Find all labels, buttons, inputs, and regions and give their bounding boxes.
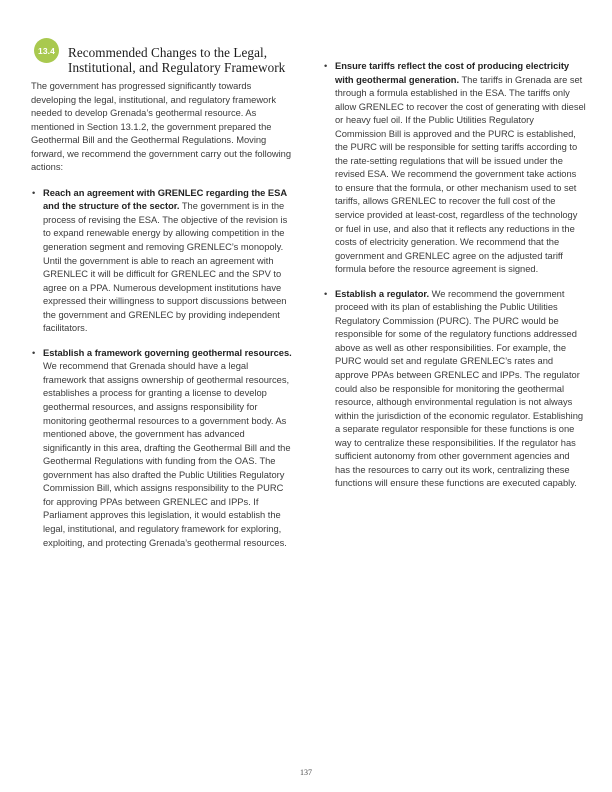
bullet-body: We recommend the government proceed with its plan of establishing the Public Utilities Regulatory Commission (PURC). The PURC would be responsible for some of the regulatory functions addressed above as well as other responsibilities. For example, the PURC would set and regulate GRENLEC’s rates and approve PPAs between GRENLEC and IPPs. The regulator could also be responsible for monitoring the geothermal resource, although environmental regulation is not always within the jurisdiction of the economic regulator. Establishing a separate regulator responsible for these functions is one way to centralize these responsibilities. If the regulator has sufficient autonomy from other government agencies and has the resources to carry out its work, centralizing these functions will ensure these functions are executed capably. bbox=[335, 288, 584, 489]
bullet-body: We recommend that Grenada should have a legal framework that assigns ownership of geothermal resources, establishes a process for granting a license to develop geothermal resources, and assigns responsibility for monitoring geothermal resources to a government body. As mentioned above, the government has advanced significantly in this area, drafting the Geothermal Bill and the Geothermal Regulations with funding from the OAS. The government has also drafted the Public Utilities Regulatory Commission Bill, which assigns responsibility to the PURC for approving PPAs between GRENLEC and IPPs. If Parliament approves this legislation, it would establish the legal, institutional, and regulatory framework for exploring, exploiting, and protecting Grenada’s geothermal resources. bbox=[43, 361, 291, 548]
section-heading bbox=[34, 36, 296, 85]
section-number-badge: 13.4 bbox=[34, 38, 59, 63]
bullet-lead: Establish a regulator. bbox=[335, 288, 430, 299]
bullet-body: The government is in the process of revising the ESA. The objective of the revision is to expand renewable energy by allowing competition in the generation segment and removing GRENLEC’s monopoly. Until the government is able to reach an agreement with GRENLEC it will be difficult for GRENLEC and the SPV to agree on a PPA. Numerous development institutions have expressed their willingness to support discussions between the government and GRENLEC by providing independent facilitators. bbox=[43, 201, 288, 334]
bullet-body: The tariffs in Grenada are set through a formula established in the ESA. The tariffs only allow GRENLEC to recover the cost of generating with diesel or heavy fuel oil. If the Public Utilities Regulatory Commission Bill is approved and the PURC is established, the PURC will be responsible for setting tariffs according to the rate-setting regulations that will be issued under the revised ESA. We recommend the government take actions to ensure that the formula, or other mechanism used to set tariffs, allows GRENLEC to recover the full cost of the service provided at least-cost, regardless of the technology or fuel in use, and also that it reflects any reductions in the costs of electricity generation. We recommend that the government and GRENLEC agree on the adjusted tariff formula before the resource agreement is signed. bbox=[335, 74, 586, 275]
list-item bbox=[31, 347, 294, 550]
bullet-lead: Establish a framework governing geothermal resources. bbox=[43, 347, 292, 358]
right-column bbox=[323, 60, 586, 491]
bullet-lead: Ensure tariffs reflect the cost of producing electricity with geothermal generation. bbox=[335, 61, 570, 85]
right-column-bullet-list bbox=[323, 60, 586, 491]
page-number: 137 bbox=[300, 768, 312, 777]
list-item bbox=[323, 288, 586, 491]
left-column-bullet-list bbox=[31, 187, 294, 550]
list-item bbox=[323, 60, 586, 277]
intro-paragraph: The government has progressed significantly towards developing the legal, institutional, and regulatory framework needed to develop Grenada’s geothermal resource. As mentioned in Section 13.1.2, the government prepared the Geothermal Bill and the Geothermal Regulations. Moving forward, we recommend the government carry out the following actions: bbox=[31, 81, 292, 173]
page-title: Recommended Changes to the Legal, Institutional, and Regulatory Framework bbox=[68, 44, 286, 76]
left-column bbox=[31, 80, 294, 550]
list-item bbox=[31, 187, 294, 336]
bullet-lead: Reach an agreement with GRENLEC regarding the ESA and the structure of the sector. bbox=[43, 187, 287, 212]
